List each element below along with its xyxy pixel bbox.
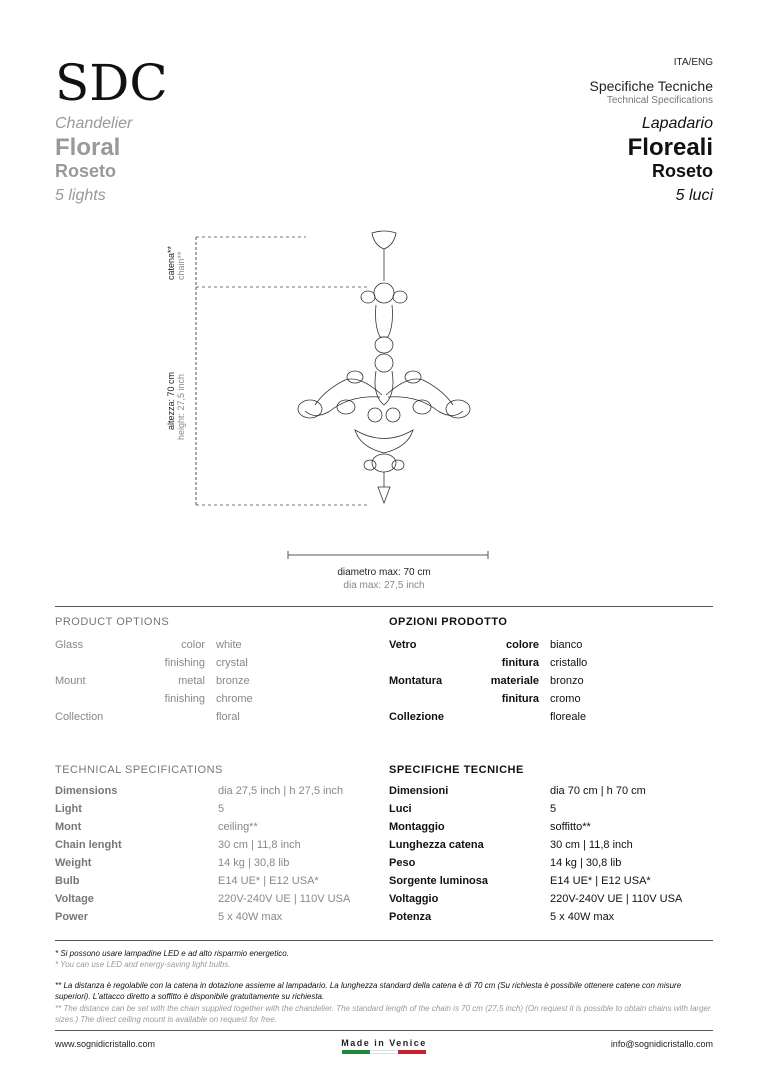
spec-row (55, 872, 365, 890)
spec-row (55, 782, 365, 800)
chain-label-it: catena** (166, 245, 176, 280)
website-link[interactable]: www.sognidicristallo.com (55, 1039, 156, 1049)
spec-row (389, 872, 713, 890)
spec-label: Power (55, 911, 89, 923)
logo-text: SDC (55, 54, 168, 112)
language-label: ITA/ENG (673, 57, 713, 68)
option-row (55, 690, 365, 708)
option-group: Mount (55, 675, 86, 687)
spec-value: 5 (218, 803, 225, 815)
option-value: bronze (216, 675, 250, 687)
made-in-venice: Made in Venice (341, 1038, 427, 1048)
option-value: white (216, 639, 242, 651)
product-lights-en: 5 lights (55, 187, 106, 204)
chain-label-en: chain** (176, 251, 186, 280)
spec-label: Potenza (389, 911, 432, 923)
spec-value: 30 cm | 11,8 inch (550, 839, 633, 851)
spec-value: dia 27,5 inch | h 27,5 inch (218, 785, 344, 797)
spec-label: Weight (55, 857, 92, 869)
option-row (55, 654, 365, 672)
option-row (389, 672, 713, 690)
spec-row (389, 854, 713, 872)
option-key: color (181, 639, 205, 651)
option-value: bronzo (550, 675, 584, 687)
product-lights-it: 5 luci (675, 187, 713, 204)
product-heading-en (55, 116, 132, 204)
option-group: Collection (55, 711, 104, 723)
option-value: bianco (550, 639, 583, 651)
option-row (389, 690, 713, 708)
option-group: Collezione (389, 711, 445, 723)
spec-value: E14 UE* | E12 USA* (550, 875, 651, 887)
spec-row (55, 818, 365, 836)
spec-label: Voltaggio (389, 893, 439, 905)
spec-label: Sorgente luminosa (389, 875, 489, 887)
spec-label: Montaggio (389, 821, 445, 833)
option-row (55, 636, 365, 654)
option-key: finishing (164, 693, 205, 705)
spec-label: Light (55, 803, 82, 815)
height-label-en: height: 27,5 inch (176, 373, 186, 440)
chandelier-diagram (150, 225, 550, 565)
note-chain-it: ** La distanza è regolabile con la catena in dotazione assieme al lampadario. La lunghezza standard della catena è di 70 cm (Su richiesta è possibile ottenere catene con misure superiori). L'attacco diretto a soffitto è disponibile gratuitamente su richiesta. (55, 981, 682, 1001)
option-value: crystal (216, 657, 248, 669)
spec-row (389, 908, 713, 926)
spec-title-it: Specifiche Tecniche (589, 78, 713, 94)
option-value: cromo (550, 693, 581, 705)
spec-label: Luci (389, 803, 412, 815)
email-link[interactable]: info@sognidicristallo.com (610, 1039, 713, 1049)
product-heading-it (628, 116, 713, 204)
option-key: metal (178, 675, 205, 687)
spec-label: Chain lenght (55, 839, 122, 851)
spec-label: Peso (389, 857, 416, 869)
spec-row (55, 836, 365, 854)
spec-label: Dimensions (55, 785, 118, 797)
option-row (55, 672, 365, 690)
product-model-en: Roseto (55, 161, 117, 181)
spec-value: 5 x 40W max (550, 911, 615, 923)
spec-value: 14 kg | 30,8 lib (218, 857, 290, 869)
product-name-en: Floral (55, 134, 121, 161)
option-key: finitura (501, 657, 539, 669)
spec-value: 5 (550, 803, 557, 815)
product-model-it: Roseto (651, 161, 713, 181)
option-key: finitura (501, 693, 539, 705)
italian-flag-stripe (342, 1050, 426, 1054)
spec-row (389, 890, 713, 908)
chandelier-drawing (298, 231, 470, 503)
option-group: Montatura (389, 675, 443, 687)
divider (55, 606, 713, 607)
spec-label: Mont (55, 821, 82, 833)
product-name-it: Floreali (627, 134, 713, 161)
option-value: cristallo (550, 657, 588, 669)
spec-label: Lunghezza catena (389, 839, 484, 851)
option-key: materiale (490, 675, 539, 687)
option-group: Glass (55, 639, 84, 651)
divider (55, 940, 713, 941)
height-label-it: altezza: 70 cm (166, 371, 176, 430)
options-table-it (389, 636, 713, 726)
options-title-it: OPZIONI PRODOTTO (389, 616, 508, 628)
flag-green (342, 1050, 370, 1054)
product-type-en: Chandelier (55, 115, 133, 132)
option-value: chrome (216, 693, 253, 705)
divider (55, 1030, 713, 1031)
option-group: Vetro (389, 639, 417, 651)
spec-value: 5 x 40W max (218, 911, 283, 923)
specs-title-en: TECHNICAL SPECIFICATIONS (55, 764, 223, 776)
brand-logo (55, 54, 168, 112)
spec-row (389, 800, 713, 818)
option-row (389, 654, 713, 672)
option-value: floreale (550, 711, 587, 723)
note-led-it: * Si possono usare lampadine LED e ad alto risparmio energetico. (55, 949, 289, 958)
specs-title-it: SPECIFICHE TECNICHE (389, 764, 524, 776)
option-row (389, 636, 713, 654)
spec-row (55, 908, 365, 926)
spec-value: 30 cm | 11,8 inch (218, 839, 301, 851)
note-chain-en: ** The distance can be set with the chain supplied together with the chandelier. The standard length of the chain is 70 cm (27,5 inch) (On request it is possible to obtain chains with larger sizes.) The direct ceiling mount is available on request for free. (55, 1004, 711, 1024)
flag-white (370, 1050, 398, 1054)
options-title-en: PRODUCT OPTIONS (55, 616, 170, 628)
option-row (55, 708, 365, 726)
specs-table-it (389, 782, 713, 926)
diameter-label-en: dia max: 27,5 inch (343, 580, 425, 591)
note-led-en: * You can use LED and energy-saving light bulbs. (55, 960, 231, 969)
spec-row (389, 782, 713, 800)
spec-label: Voltage (55, 893, 94, 905)
spec-label: Dimensioni (389, 785, 449, 797)
spec-row (389, 836, 713, 854)
spec-row (55, 800, 365, 818)
spec-value: E14 UE* | E12 USA* (218, 875, 319, 887)
spec-label: Bulb (55, 875, 80, 887)
option-row (389, 708, 713, 726)
flag-red (398, 1050, 426, 1054)
spec-value: soffitto** (550, 821, 591, 833)
spec-row (55, 854, 365, 872)
option-key: finishing (164, 657, 205, 669)
spec-value: 14 kg | 30,8 lib (550, 857, 622, 869)
option-key: colore (505, 639, 539, 651)
spec-row (389, 818, 713, 836)
spec-row (55, 890, 365, 908)
diameter-label-it: diametro max: 70 cm (337, 567, 431, 578)
options-table-en (55, 636, 365, 726)
spec-value: 220V-240V UE | 110V USA (550, 893, 683, 905)
specs-table-en (55, 782, 365, 926)
option-value: floral (216, 711, 240, 723)
spec-value: ceiling** (218, 821, 258, 833)
spec-value: dia 70 cm | h 70 cm (550, 785, 646, 797)
spec-title-en: Technical Specifications (606, 95, 713, 106)
spec-value: 220V-240V UE | 110V USA (218, 893, 351, 905)
product-type-it: Lapadario (641, 115, 713, 132)
